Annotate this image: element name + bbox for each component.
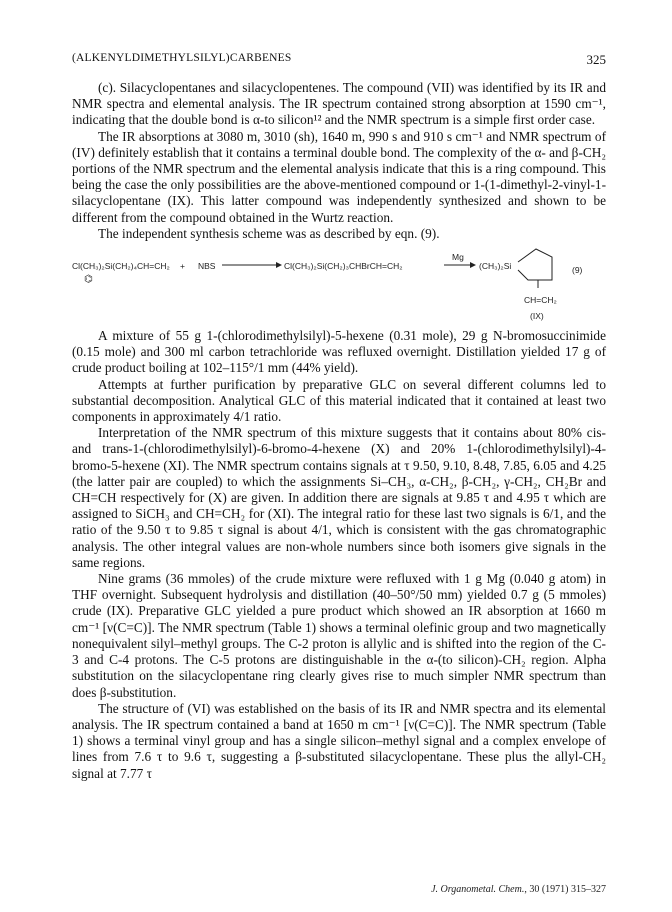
paragraph-synthesis-intro: The independent synthesis scheme was as described by eqn. (9). (98, 225, 440, 241)
scheme-intermediate: Cl(CH₃)₂Si(CH₂)₃CHBrCH=CH₂ (284, 261, 403, 272)
paragraph-nbs-mixture: A mixture of 55 g 1-(chlorodimethylsilyl)-5-hexene (0.31 mole), 29 g N-bromosuccinimide (0.15 mole) and 300 ml carbon tetrachloride was refluxed overnight. Distillation yielded 17 g of crude product boiling at 102–115°/1 mm (44% yield). (72, 328, 606, 376)
running-title: (ALKENYLDIMETHYLSILYL)CARBENES (72, 52, 292, 64)
reaction-arrow-icon (222, 261, 282, 269)
paragraph-silacyclopentanes: (c). Silacyclopentanes and silacyclopentenes. The compound (VII) was identified by its IR and NMR spectra and elemental analysis. The IR spectrum contained strong absorption at 1590 cm⁻¹, indicating that the double bond is α-to silicon¹² and the NMR spectrum is a simple first order case. (72, 80, 606, 128)
page-header (72, 52, 606, 68)
scheme-plus: + (180, 261, 185, 272)
scheme-substituent-vinyl: CH=CH₂ (524, 295, 557, 306)
scheme-product-silane: (CH₃)₂Si (479, 261, 512, 272)
paragraph-structure-vi: The structure of (VI) was established on the basis of its IR and NMR spectra and its elemental analysis. The IR spectrum contained a band at 1650 m cm⁻¹ [ν(C=C)]. The NMR spectrum (Table 1) shows a terminal vinyl group and has a single silicon–methyl signal and a complex envelope of lines from 7.6 τ to 9.6 τ, suggesting a β-substituted silacyclopentane. These plus the allyl-CH₂ signal at 7.77 τ (72, 700, 606, 781)
paragraph-mg-reflux: Nine grams (36 mmoles) of the crude mixture were refluxed with 1 g Mg (0.040 g atom) in THF overnight. Subsequent hydrolysis and distillation (40–50°/50 mm) yielded 0.7 g (5 mmoles) crude (IX). Preparative GLC yielded a pure product which showed an IR absorption at 1660 m cm⁻¹ [ν(C=C)]. The NMR spectrum (Table 1) shows a terminal olefinic group and two magnetically nonequivalent silyl–methyl groups. The C-2 proton is allylic and is shifted into the region of the C-3 and C-4 protons. The C-5 protons are distinguishable in the α-(to silicon)-CH₂ region. Alpha substitution on the silacyclopentane ring clearly gives rise to much simpler NMR spectrum than does β-substitution. (72, 571, 606, 700)
benzene-ring-icon: ⌬ (84, 274, 93, 286)
silacyclopentane-ring-icon (516, 248, 556, 290)
journal-name: J. Organometal. Chem. (431, 884, 525, 895)
paragraph-nmr-interpretation: Interpretation of the NMR spectrum of this mixture suggests that it contains about 80% cis- and trans-1-(chlorodimethylsilyl)-6-bromo-4-hexene (X) and 20% 1-(chlorodimethylsilyl)-4-bromo-5-hexene (XI). The NMR spectrum contains signals at τ 9.50, 9.10, 8.48, 7.85, 6.05 and 4.25 (the latter pair are coupled) to which the assignments Si–CH₃, α-CH₂, β-CH₂, γ-CH₂, CH₂Br and CH=CH respectively for (X) are given. In addition there are signals at 9.85 τ and 4.95 τ which are assigned to SiCH₃ and CH=CH₂ for (XI). The integral ratio for these last two signals is 6/1, and the ratio of the 9.50 τ to 9.85 τ signal is about 4/1, which is consistent with the gas chromatographic analysis. The other integral values are non-whole numbers since both isomers give signals in the same regions. (72, 425, 606, 570)
article-body (72, 80, 606, 782)
journal-citation: , 30 (1971) 315–327 (524, 884, 606, 895)
page-number: 325 (586, 52, 606, 67)
reaction-arrow-mg-icon (444, 261, 476, 269)
paragraph-ir-absorptions: The IR absorptions at 3080 m, 3010 (sh), 1640 m, 990 s and 910 s cm⁻¹ and NMR spectrum of (IV) definitely establish that it contains a terminal double bond. The complexity of the α- and β-CH₂ portions of the NMR spectrum and the elemental analysis indicate that this is a ring compound. This being the case the only possibilities are the above-mentioned compound or 1-(1-dimethyl-2-vinyl-1-silacyclopentane (IX). This latter compound was independently synthesized and shown to be different from the compound obtained in the Wurtz reaction. (72, 128, 606, 225)
scheme-compound-label: (IX) (530, 311, 544, 322)
scheme-reagent-mg: Mg (452, 252, 464, 263)
scheme-reagent-nbs: NBS (198, 261, 216, 272)
page-footer (431, 884, 606, 895)
paragraph-purification: Attempts at further purification by preparative GLC on several different columns led to substantial decomposition. Analytical GLC of this material indicated that it contained at least two components in approximately 4/1 ratio. (72, 376, 606, 425)
scheme-reactant: Cl(CH₃)₂Si(CH₂)₄CH=CH₂ (72, 261, 170, 272)
reaction-scheme-eqn-9 (72, 248, 606, 324)
equation-number: (9) (572, 265, 583, 276)
